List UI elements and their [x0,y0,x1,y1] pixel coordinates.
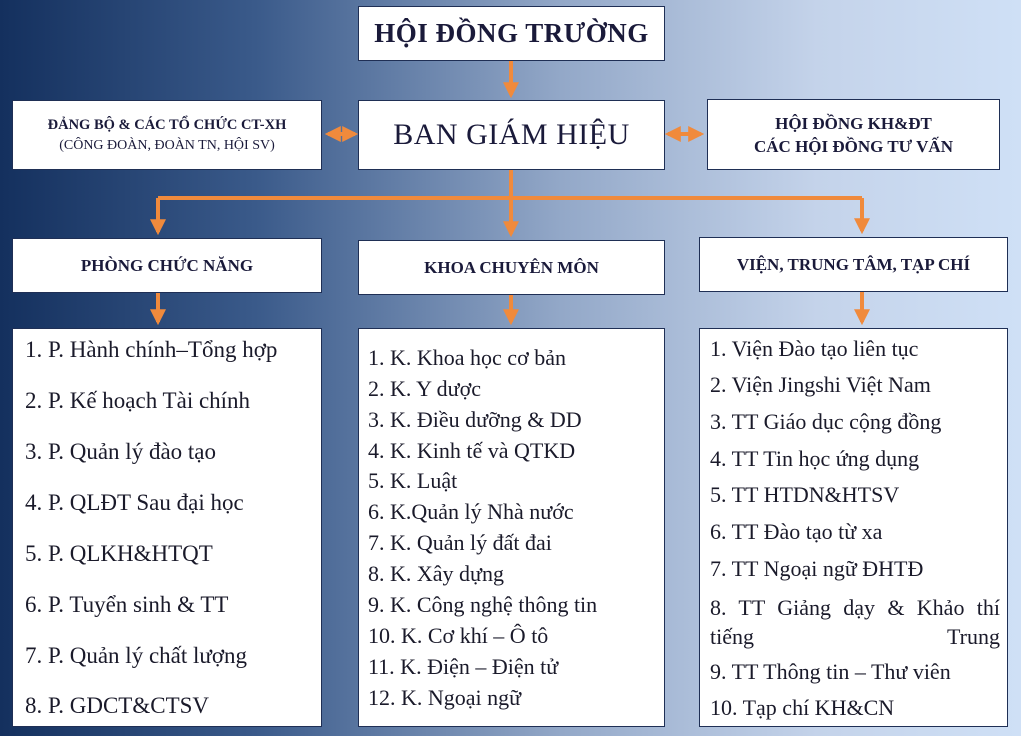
list-item: 6. P. Tuyển sinh & TT [25,592,229,617]
list-item: 3. TT Giáo dục cộng đồng [710,409,942,434]
list-item: 5. P. QLKH&HTQT [25,541,213,566]
hoi-dong-truong-box [358,6,665,61]
list-item: 8. P. GDCT&CTSV [25,693,210,718]
list-item: 10. Tạp chí KH&CN [710,695,895,720]
list-item: 4. TT Tin học ứng dụng [710,446,920,471]
list-item: 9. K. Công nghệ thông tin [368,592,598,617]
vien-trung-tam-header [699,237,1008,292]
list-item: 3. P. Quản lý đào tạo [25,439,217,464]
phong-chuc-nang-header [12,238,322,293]
list-item: 3. K. Điều dưỡng & DD [368,407,582,432]
list-item: 2. K. Y dược [368,376,481,401]
list-item: 9. TT Thông tin – Thư viên [710,659,951,684]
column-header-label: VIỆN, TRUNG TÂM, TẠP CHÍ [736,254,971,274]
vien-trung-tam-list [699,328,1008,727]
list-item: 11. K. Điện – Điện tử [368,654,559,679]
khoa-chuyen-mon-list [358,328,665,727]
column-header-label: KHOA CHUYÊN MÔN [424,257,599,277]
list-item: 7. P. Quản lý chất lượng [25,643,248,668]
list-item: 10. K. Cơ khí – Ô tô [368,623,549,648]
list-item: 8. K. Xây dựng [368,561,504,586]
phong-chuc-nang-list [12,328,322,727]
hoi-dong-khdt-box [707,99,1000,170]
hoi-dong-khdt-title: HỘI ĐỒNG KH&ĐT [775,113,932,133]
list-item: 1. K. Khoa học cơ bản [368,345,566,370]
list-item: 6. TT Đào tạo từ xa [710,519,883,544]
dang-bo-box [12,100,322,170]
list-item: 5. TT HTDN&HTSV [710,482,900,507]
list-item: 1. Viện Đào tạo liên tục [710,336,919,361]
ban-giam-hieu-title: BAN GIÁM HIỆU [393,118,630,151]
hoi-dong-tu-van-title: CÁC HỘI ĐỒNG TƯ VẤN [754,136,953,156]
list-item: 7. TT Ngoại ngữ ĐHTĐ [710,556,924,581]
dang-bo-subtitle: (CÔNG ĐOÀN, ĐOÀN TN, HỘI SV) [59,137,275,153]
list-item: 6. K.Quản lý Nhà nước [368,499,574,524]
hoi-dong-truong-title: HỘI ĐỒNG TRƯỜNG [374,18,649,48]
list-item: 12. K. Ngoại ngữ [368,685,522,710]
dang-bo-title: ĐẢNG BỘ & CÁC TỔ CHỨC CT-XH [47,116,287,133]
list-item: 7. K. Quản lý đất đai [368,530,552,555]
list-item: 1. P. Hành chính–Tổng hợp [25,337,278,362]
list-item: 4. K. Kinh tế và QTKD [368,438,576,463]
list-item: 8. TT Giảng dạy & Khảo thí tiếng Trung [710,595,1000,649]
column-header-label: PHÒNG CHỨC NĂNG [80,255,254,275]
list-item: 4. P. QLĐT Sau đại học [25,490,244,515]
list-item: 2. P. Kế hoạch Tài chính [25,388,251,413]
list-item: 2. Viện Jingshi Việt Nam [710,372,931,397]
list-item: 5. K. Luật [368,468,458,493]
ban-giam-hieu-box [358,100,665,170]
khoa-chuyen-mon-header [358,240,665,295]
